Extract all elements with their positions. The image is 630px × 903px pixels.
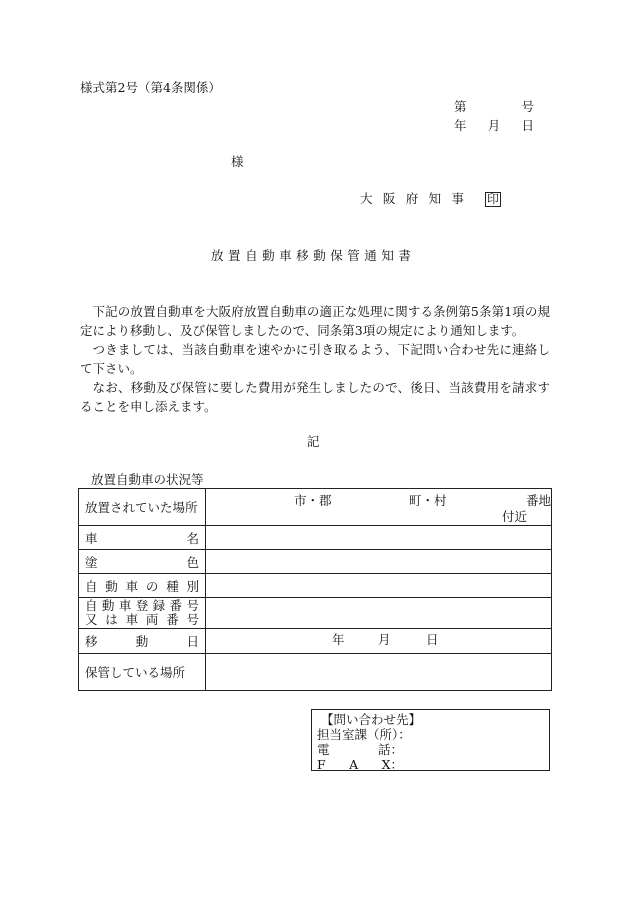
title-char: 書 <box>398 248 411 263</box>
seal-mark: 印 <box>487 192 500 206</box>
label-char: 又 <box>85 612 98 627</box>
moved-day: 日 <box>426 632 439 647</box>
label-char: 号 <box>186 612 199 627</box>
label-char: 動 <box>105 578 118 594</box>
moved-year: 年 <box>332 632 345 647</box>
lot-label: 番地 <box>526 493 552 508</box>
label-char: 自 <box>85 598 98 613</box>
title-char: 管 <box>347 248 360 263</box>
document-title <box>211 250 411 263</box>
city-label: 市・郡 <box>294 493 332 508</box>
table-row <box>79 489 552 526</box>
storage-location-label <box>79 654 206 691</box>
title-char: 移 <box>296 248 309 263</box>
sender-name <box>360 193 464 206</box>
date-month: 月 <box>487 118 501 133</box>
sender-char: 知 <box>428 191 442 206</box>
title-char: 保 <box>330 248 343 263</box>
title-char: 車 <box>279 248 292 263</box>
storage-location-value[interactable] <box>206 654 552 691</box>
color-label <box>79 550 206 574</box>
car-name-value[interactable] <box>206 526 552 550</box>
moved-month: 月 <box>378 632 391 647</box>
official-seal <box>485 192 501 207</box>
moved-date-value[interactable] <box>206 629 552 654</box>
sender-char: 阪 <box>382 191 396 206</box>
label-char: 号 <box>186 598 199 613</box>
contact-title: 【問い合わせ先】 <box>321 712 422 727</box>
title-char: 放 <box>211 248 224 263</box>
label-char: 動 <box>101 598 115 613</box>
table-row <box>79 598 552 629</box>
contact-box <box>311 709 550 771</box>
sender-char: 府 <box>405 191 419 206</box>
title-char: 通 <box>364 248 377 263</box>
label-char: 番 <box>169 598 183 613</box>
storage-location-text: 保管している場所 <box>85 665 186 680</box>
addressee-suffix: 様 <box>231 154 244 169</box>
label-char: 両 <box>145 612 159 627</box>
body-paragraph-1: 下記の放置自動車を大阪府放置自動車の適正な処理に関する条例第5条第1項の規定により移動し、及び保管しましたので、同条第3項の規定により通知します。 <box>80 304 550 338</box>
moved-date-label <box>79 629 206 654</box>
ki-heading: 記 <box>307 434 320 449</box>
label-char: の <box>145 578 159 594</box>
number-suffix: 号 <box>521 99 534 114</box>
vehicle-type-label <box>79 574 206 598</box>
label-char: 車 <box>125 578 139 594</box>
vehicle-status-table <box>78 488 552 691</box>
table-row <box>79 526 552 550</box>
date-year: 年 <box>454 118 467 133</box>
label-char: は <box>105 612 118 627</box>
location-label <box>79 489 206 526</box>
car-name-label <box>79 526 206 550</box>
registration-value[interactable] <box>206 598 552 629</box>
table-row <box>79 574 552 598</box>
town-label: 町・村 <box>409 493 447 508</box>
label-colon: ： <box>390 742 403 757</box>
label-char: 別 <box>186 578 199 594</box>
title-char: 知 <box>381 248 394 263</box>
label-char: 車 <box>85 530 98 546</box>
label-char: 塗 <box>85 554 98 570</box>
label-char: 自 <box>85 578 98 594</box>
title-char: 置 <box>228 248 241 263</box>
body-paragraph-2: つきましては、当該自動車を速やかに引き取るよう、下記問い合わせ先に連絡して下さい。 <box>80 342 550 376</box>
label-char: 移 <box>85 634 98 649</box>
label-char: 番 <box>166 612 179 627</box>
sender-char: 大 <box>360 191 373 206</box>
registration-label <box>79 598 206 629</box>
number-prefix: 第 <box>454 99 467 114</box>
sender-char: 事 <box>451 191 464 206</box>
color-value[interactable] <box>206 550 552 574</box>
table-row <box>79 654 552 691</box>
table-row <box>79 629 552 654</box>
document-number-line <box>454 101 534 114</box>
contact-phone <box>317 742 403 757</box>
label-char: A <box>349 757 359 772</box>
location-value-inner <box>206 489 551 525</box>
label-char: X <box>381 757 391 772</box>
label-char: 日 <box>186 634 199 649</box>
location-label-text: 放置されていた場所 <box>85 500 198 515</box>
label-char: F <box>317 757 326 772</box>
title-char: 動 <box>262 248 275 263</box>
contact-dept: 担当室課（所）： <box>317 727 411 742</box>
label-char: 車 <box>125 612 139 627</box>
table-row <box>79 550 552 574</box>
label-char: 話 <box>377 742 391 757</box>
vehicle-type-value[interactable] <box>206 574 552 598</box>
label-char: 録 <box>152 598 166 613</box>
label-char: 色 <box>186 554 199 570</box>
label-char: 登 <box>135 598 149 613</box>
title-char: 自 <box>245 248 258 263</box>
title-char: 動 <box>313 248 326 263</box>
document-date-line <box>454 120 534 133</box>
label-char: 動 <box>135 634 149 649</box>
date-day: 日 <box>521 118 534 133</box>
label-char: 車 <box>118 598 132 613</box>
form-number: 様式第2号（第4条関係） <box>80 80 221 95</box>
contact-fax <box>317 757 403 772</box>
label-char: 名 <box>186 530 199 546</box>
near-label: 付近 <box>502 509 528 524</box>
label-char: 種 <box>166 578 179 594</box>
label-colon: ： <box>390 757 403 772</box>
label-char: 電 <box>317 742 330 757</box>
location-value[interactable] <box>206 489 552 526</box>
body-paragraph-3: なお、移動及び保管に要した費用が発生しましたので、後日、当該費用を請求することを申し添えます。 <box>80 380 550 414</box>
table-caption: 放置自動車の状況等 <box>91 472 204 487</box>
